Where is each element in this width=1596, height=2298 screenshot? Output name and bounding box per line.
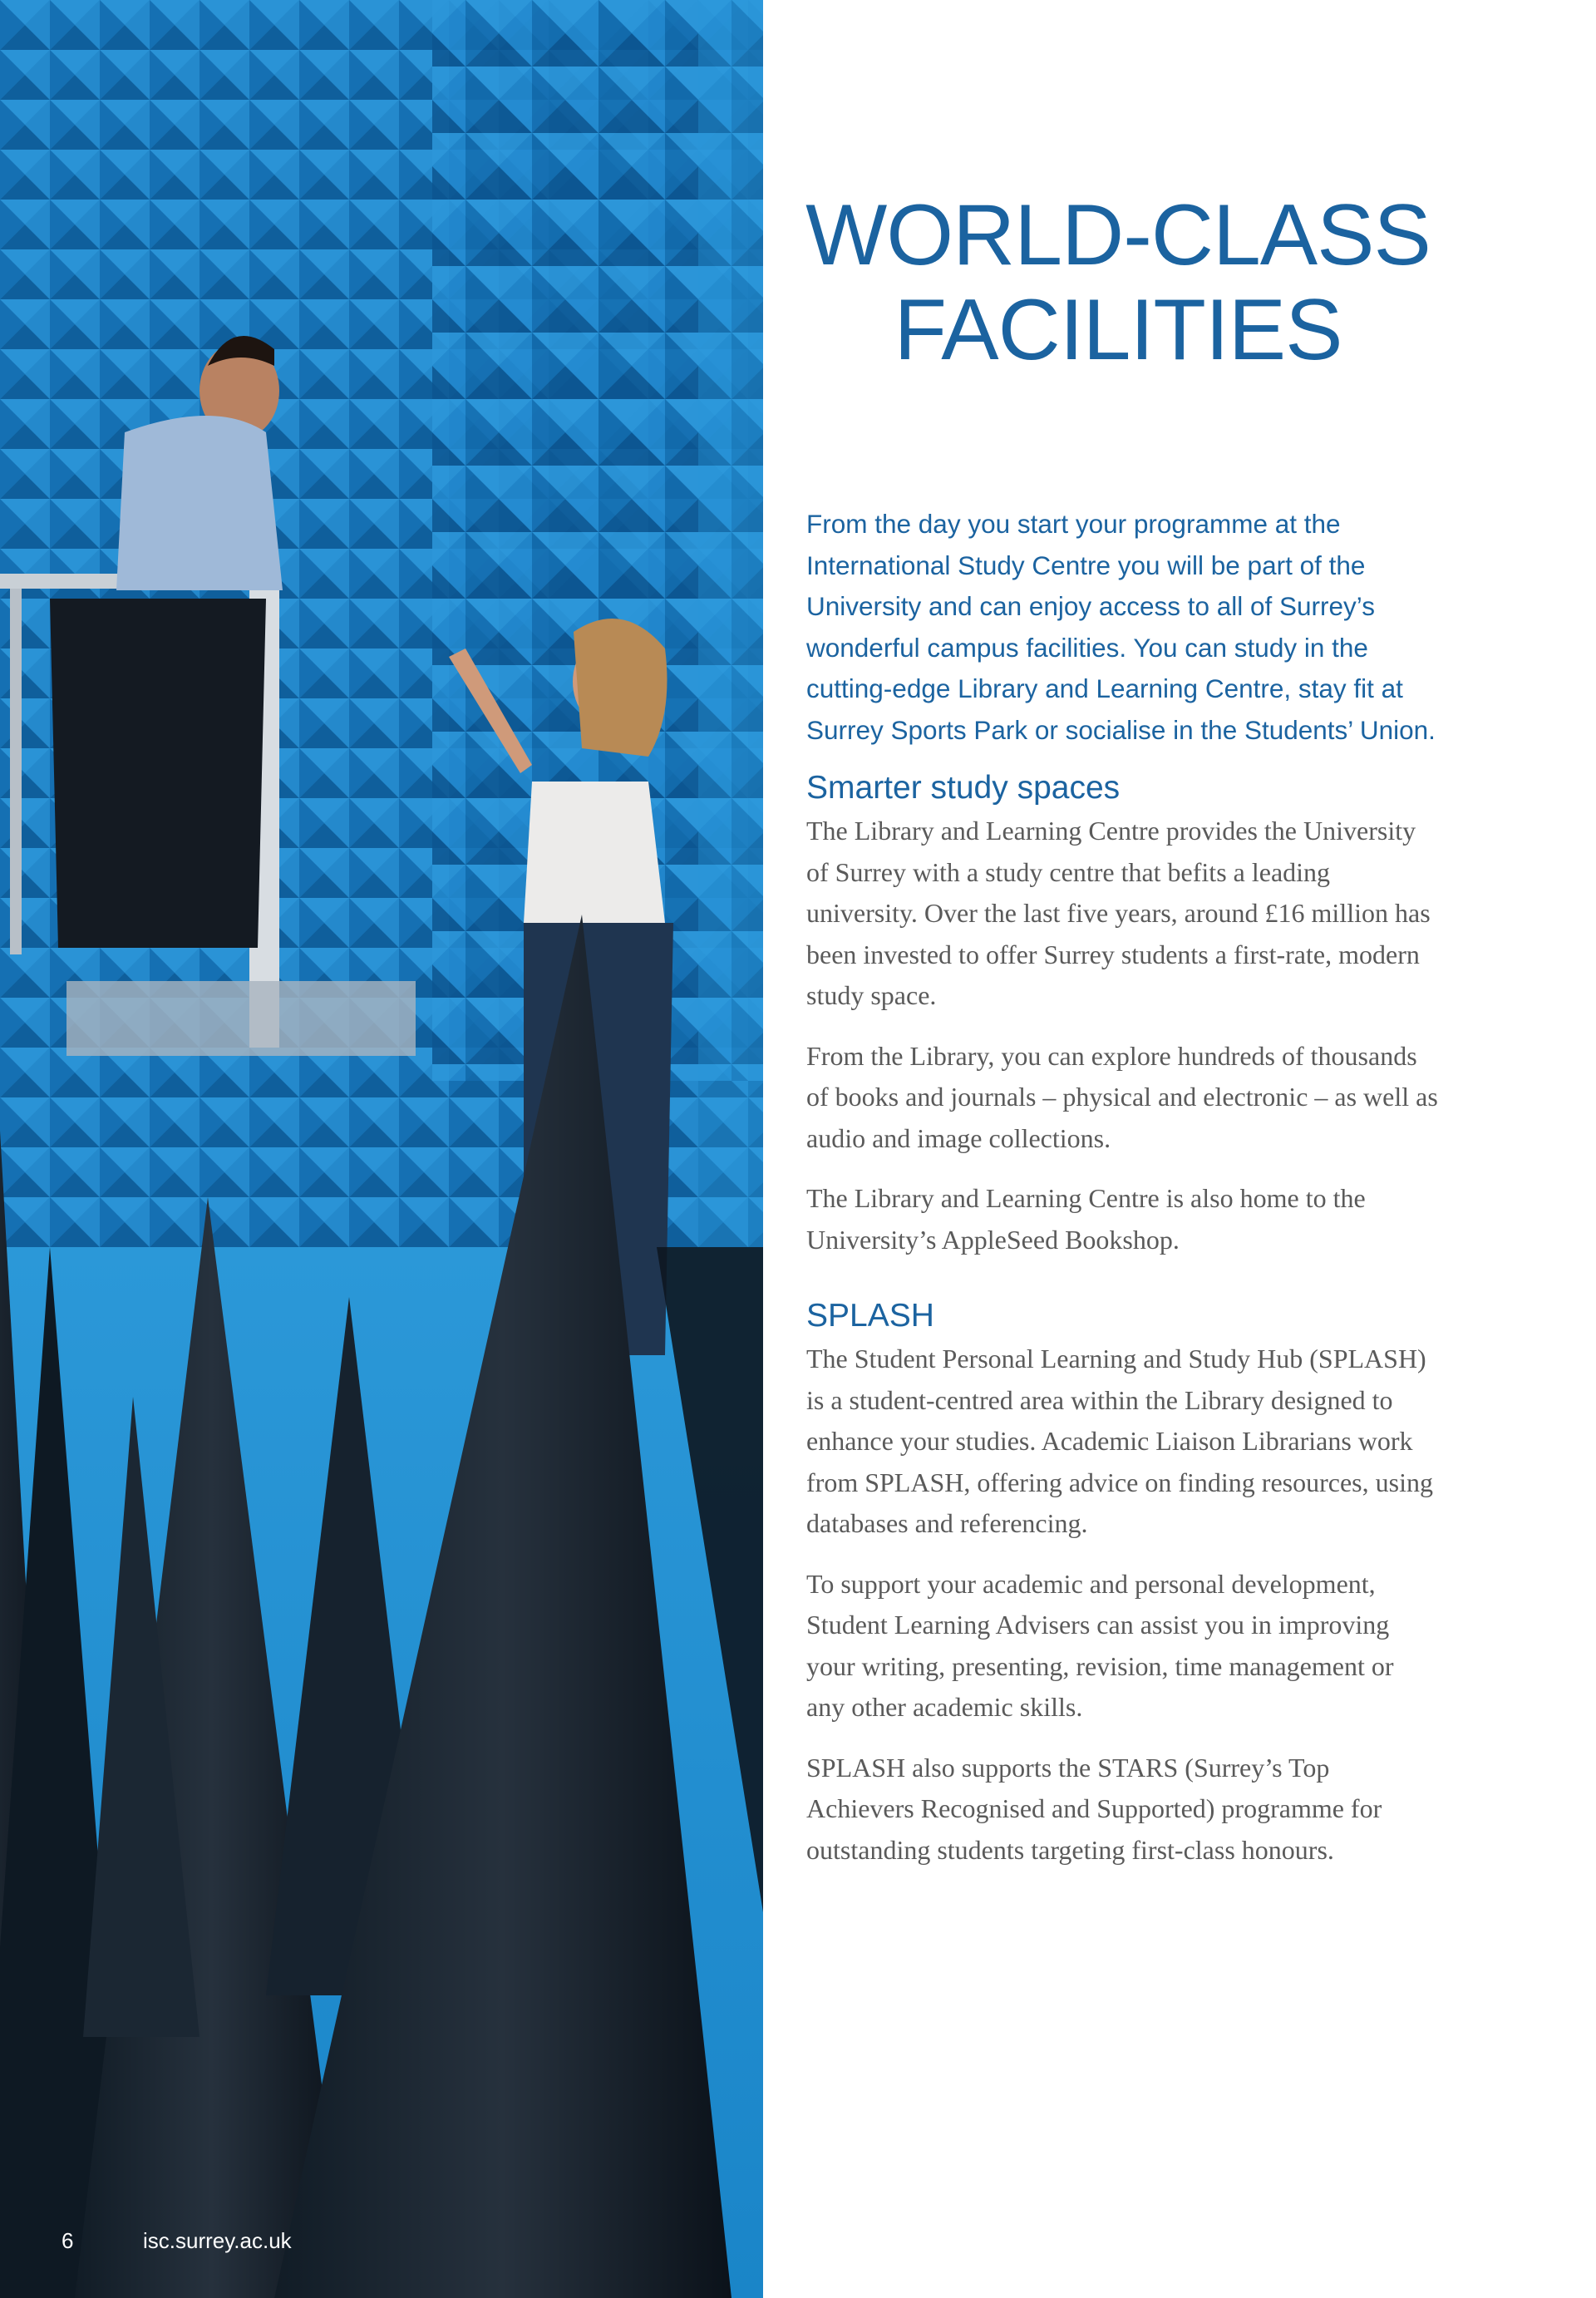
body-paragraph: From the Library, you can explore hundreds of thousands of books and journals – physical and electronic – as well as audio and image collections.: [806, 1040, 1438, 1153]
photo-illustration: [0, 0, 763, 2298]
body-paragraph: The Library and Learning Centre provides the University of Surrey with a study centre that befits a leading university. Over the last five years, around £16 million has been invested to offer Surrey students a first-rate, modern study space.: [806, 816, 1431, 1010]
title-line-2: FACILITIES: [894, 282, 1342, 378]
intro-paragraph: From the day you start your programme at the International Study Centre you will be part of the University and can enjoy access to all of Surrey’s wonderful campus facilities. You can study in the cutting-edge Library and Learning Centre, stay fit at Surrey Sports Park or socialise in the Students’ Union.: [806, 509, 1436, 745]
page-title: [798, 188, 1438, 377]
body-paragraph: To support your academic and personal development, Student Learning Advisers can assist you in improving your writing, presenting, revision, time management or any other academic skills.: [806, 1568, 1394, 1722]
title-line-1: WORLD-CLASS: [805, 187, 1431, 284]
section-heading-splash: SPLASH: [806, 1298, 934, 1334]
footer-url[interactable]: isc.surrey.ac.uk: [143, 2228, 292, 2253]
body-paragraph: The Student Personal Learning and Study Hub (SPLASH) is a student-centred area within the Library designed to enhance your studies. Academic Liaison Librarians work from SPLASH, offering advice on finding resources, using databases and referencing.: [806, 1344, 1433, 1538]
body-paragraph: The Library and Learning Centre is also home to the University’s AppleSeed Bookshop.: [806, 1183, 1366, 1255]
anechoic-chamber-photo: [0, 0, 763, 2298]
body-paragraph: SPLASH also supports the STARS (Surrey’s Top Achievers Recognised and Supported) programme for outstanding students targeting first-class honours.: [806, 1752, 1382, 1865]
section-heading-smarter-study-spaces: Smarter study spaces: [806, 770, 1121, 806]
page-number: 6: [62, 2228, 74, 2253]
content-column: [806, 188, 1438, 1890]
